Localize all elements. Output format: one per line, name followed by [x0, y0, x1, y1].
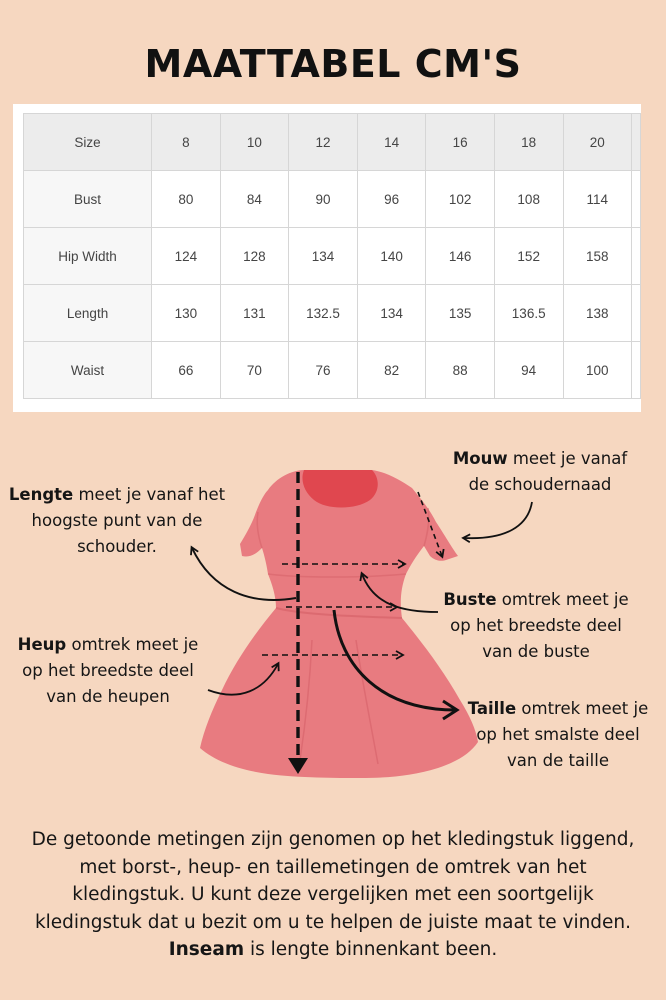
header-label-cell: Size [24, 114, 152, 171]
measurement-cell: 130 [152, 285, 221, 342]
row-label-cell: Waist [24, 342, 152, 399]
measurement-cell: 70 [220, 342, 289, 399]
row-label-cell: Length [24, 285, 152, 342]
mouw-label: Mouw [452, 449, 508, 468]
buste-label: Buste [443, 590, 497, 609]
row-label-cell: Hip Width [24, 228, 152, 285]
measurement-cell: 84 [220, 171, 289, 228]
heup-annotation: Heup omtrek meet je op het breedste deel van de heupen [17, 635, 199, 706]
measurement-cell: 134 [289, 228, 358, 285]
size-header-cell: 8 [152, 114, 221, 171]
taille-annotation: Taille omtrek meet je op het smalste deel van de taille [467, 699, 649, 770]
measurement-cell: 158 [563, 228, 632, 285]
lengte-label: Lengte [8, 485, 74, 504]
page-title: MAATTABEL CM'S [144, 42, 522, 86]
measurement-cell: 134 [357, 285, 426, 342]
size-header-cell: 10 [220, 114, 289, 171]
measurement-cell: 108 [494, 171, 563, 228]
measurement-cell: 96 [357, 171, 426, 228]
measurement-cell: 146 [426, 228, 495, 285]
measurement-cell: 138 [563, 285, 632, 342]
footer-note: De getoonde metingen zijn genomen op het kledingstuk liggend, met borst-, heup- en taillemetingen de omtrek van het kledingstuk. U kunt deze vergelijken met een soortgelijk kledingstuk dat u bezit om u te helpen de juiste maat te vinden. Inseam is lengte binnenkant been. [31, 829, 635, 960]
size-header-cell: 14 [357, 114, 426, 171]
measurement-cell: 94 [494, 342, 563, 399]
measurement-cell: 100 [563, 342, 632, 399]
measurement-cell: 114 [563, 171, 632, 228]
measurement-cell: 135 [426, 285, 495, 342]
size-header-cell: 18 [494, 114, 563, 171]
inseam-label: Inseam [168, 939, 245, 960]
measurement-cell: 66 [152, 342, 221, 399]
measurement-cell: 102 [426, 171, 495, 228]
size-header-cell: 20 [563, 114, 632, 171]
measurement-cell: 131 [220, 285, 289, 342]
measurement-cell: 88 [426, 342, 495, 399]
size-header-cell: 12 [289, 114, 358, 171]
measurement-cell: 132.5 [289, 285, 358, 342]
measurement-cell: 152 [494, 228, 563, 285]
measurement-cell: 80 [152, 171, 221, 228]
measurement-cell: 124 [152, 228, 221, 285]
size-header-cell: 16 [426, 114, 495, 171]
measurement-cell: 128 [220, 228, 289, 285]
taille-label: Taille [467, 699, 517, 718]
heup-label: Heup [17, 635, 67, 654]
measurement-cell: 140 [357, 228, 426, 285]
measurement-cell: 136.5 [494, 285, 563, 342]
mouw-annotation: Mouw meet je vanaf de schoudernaad [452, 449, 628, 494]
measurement-cell: 76 [289, 342, 358, 399]
mouw-pointer-arrow [464, 502, 532, 538]
lengte-annotation: Lengte meet je vanaf het hoogste punt van de schouder. [8, 485, 226, 556]
measurement-cell: 82 [357, 342, 426, 399]
buste-annotation: Buste omtrek meet je op het breedste deel van de buste [443, 590, 629, 661]
measurement-cell: 90 [289, 171, 358, 228]
row-label-cell: Bust [24, 171, 152, 228]
